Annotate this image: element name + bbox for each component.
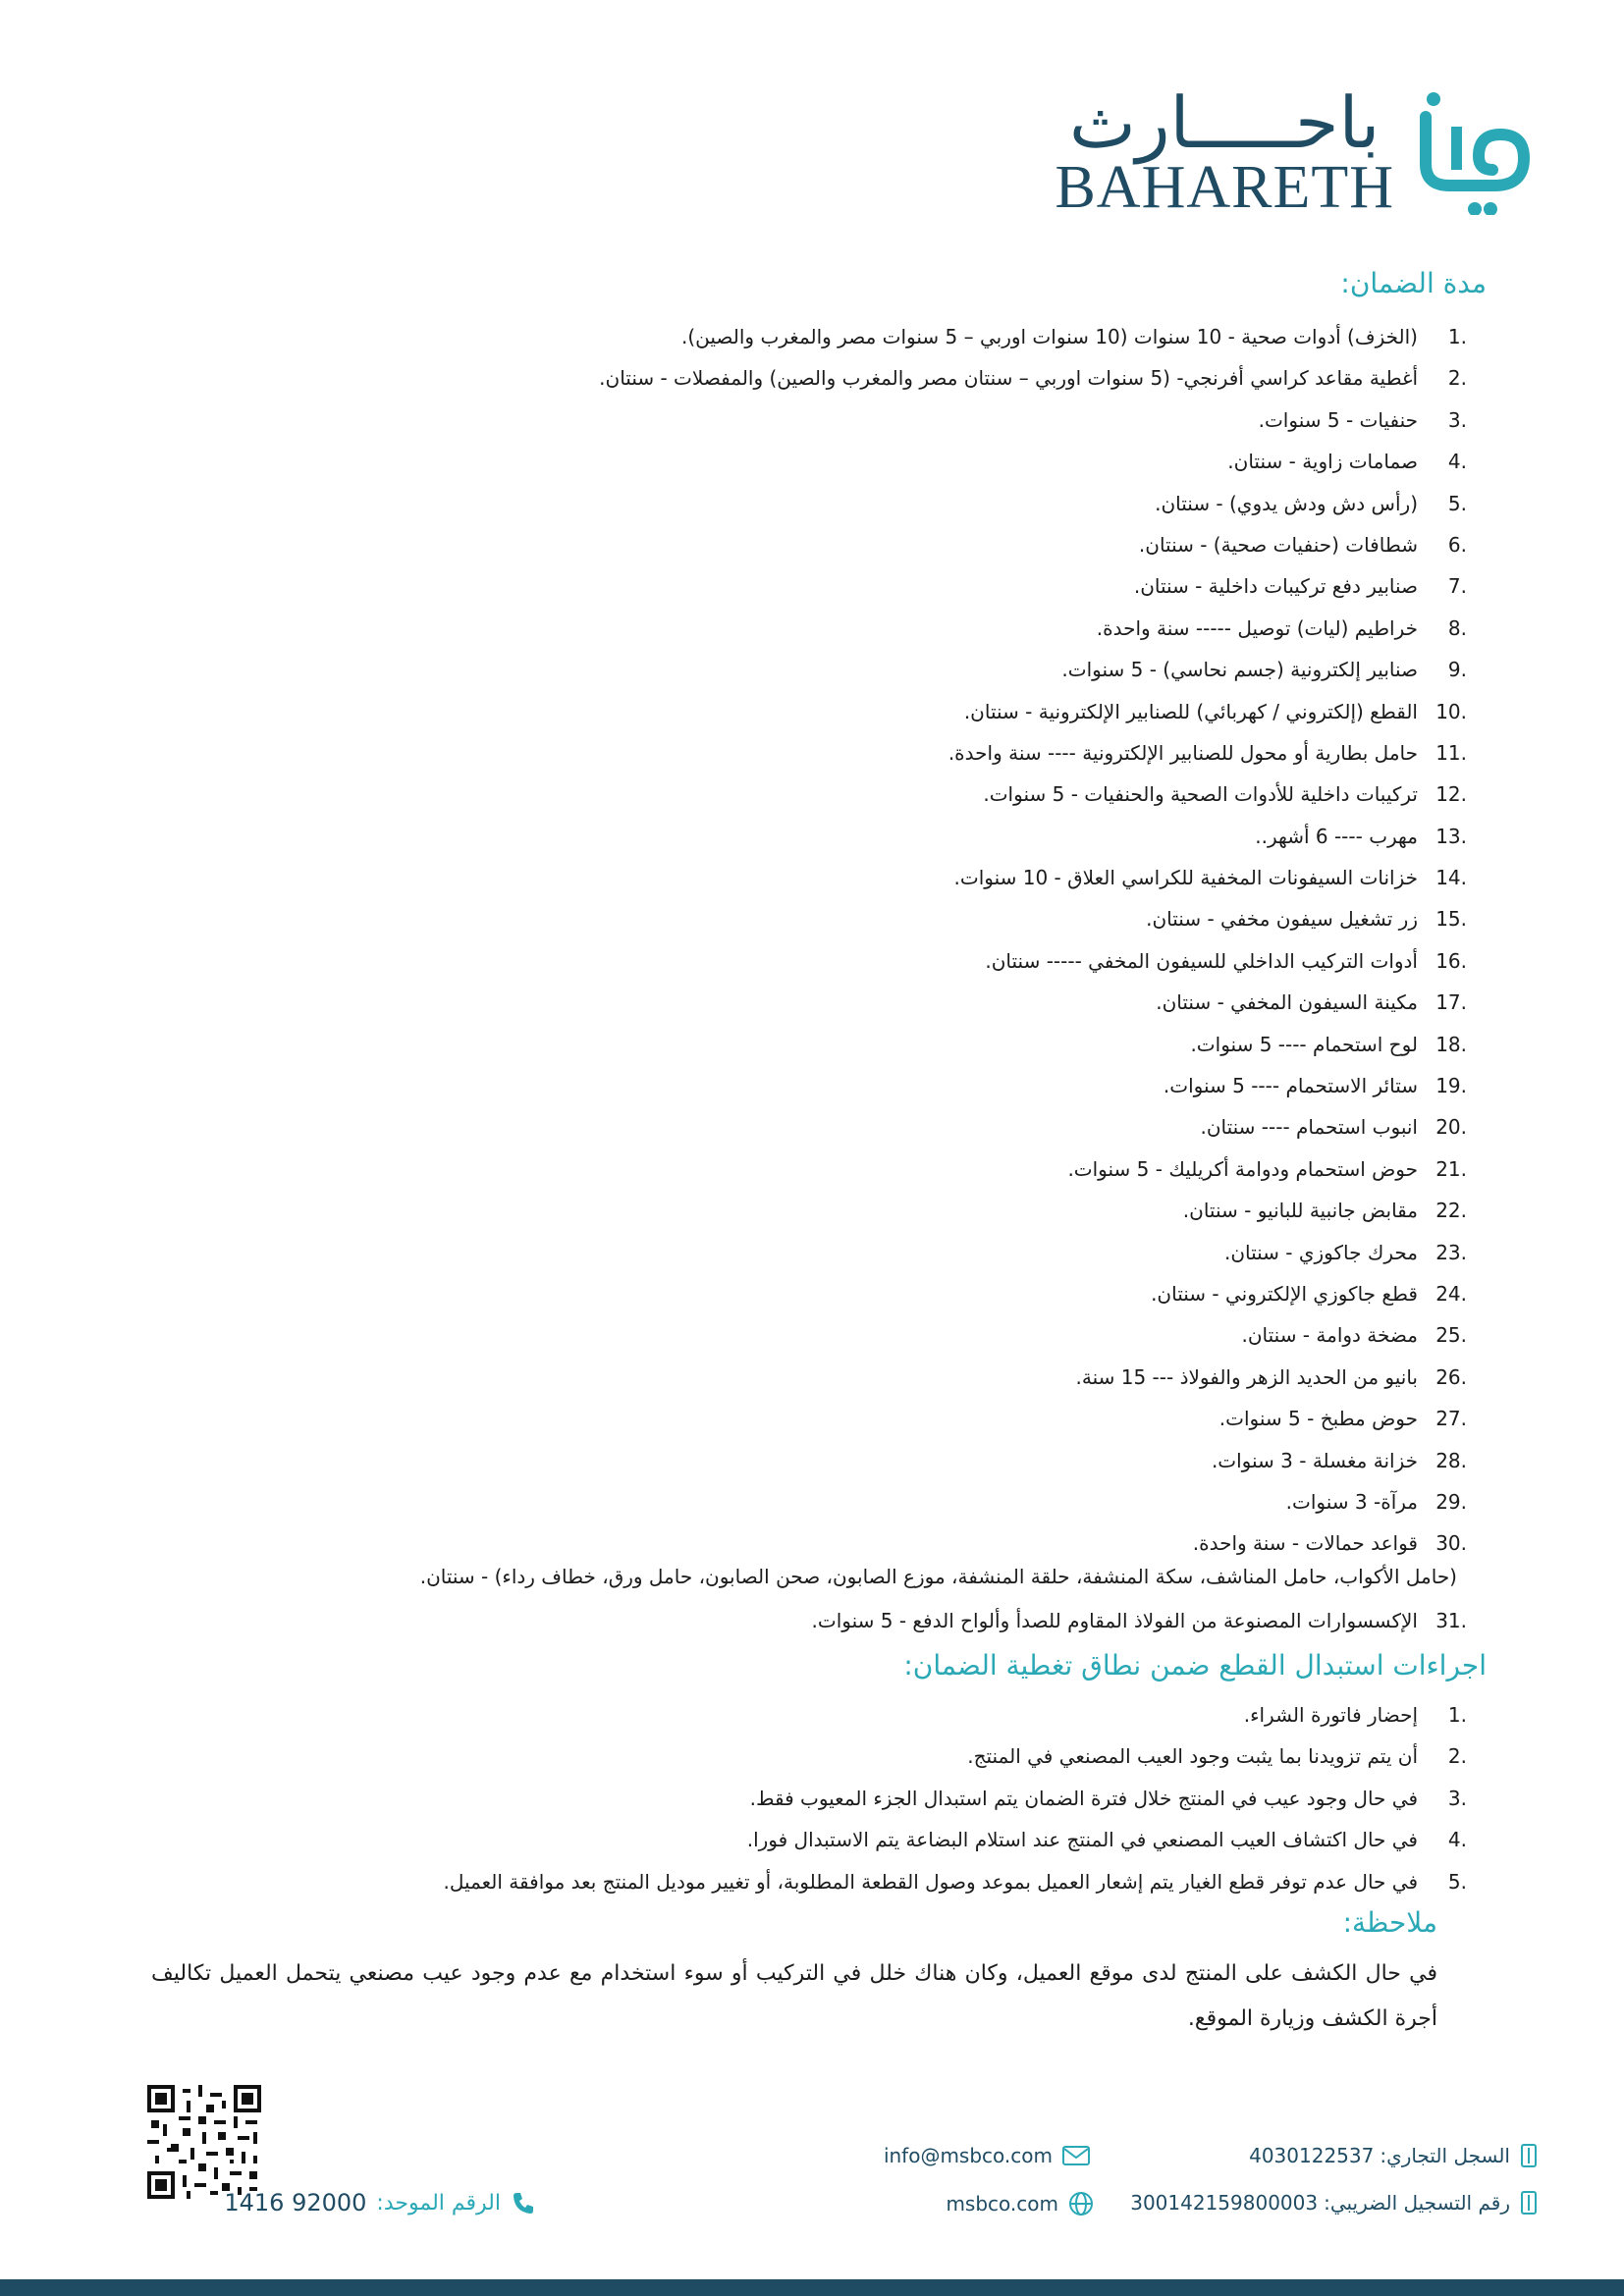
item-number: .4 — [1447, 1828, 1467, 1852]
procedures-title: اجراءات استبدال القطع ضمن نطاق تغطية الضمان: — [903, 1649, 1487, 1682]
list-item — [599, 400, 1467, 441]
list-item — [599, 1440, 1467, 1481]
item-number: .25 — [1435, 1323, 1467, 1348]
list-item — [599, 1106, 1467, 1148]
item-number: .2 — [1447, 1744, 1467, 1769]
document-icon — [1520, 2191, 1538, 2215]
item-number: .9 — [1447, 658, 1467, 682]
logo-mark-icon — [1418, 87, 1536, 215]
item-text: خزانات السيفونات المخفية للكراسي العلاق - 10 سنوات. — [953, 866, 1418, 890]
item-text: الإكسسوارات المصنوعة من الفولاذ المقاوم للصدأ وألواح الدفع - 5 سنوات. — [811, 1609, 1418, 1632]
item-number: .8 — [1447, 615, 1467, 640]
item-text: صنابير دفع تركيبات داخلية - سنتان. — [1133, 574, 1418, 599]
item-number: .3 — [1447, 1786, 1467, 1810]
bottom-bar — [0, 2279, 1624, 2296]
list-item — [599, 483, 1467, 524]
item-text: حامل بطارية أو محول للصنابير الإلكترونية ---- سنة واحدة. — [947, 740, 1418, 765]
logo-arabic-name: باحـــــارث — [1068, 81, 1380, 164]
item-number: .26 — [1435, 1364, 1467, 1389]
list-item — [599, 565, 1467, 607]
item-number: .13 — [1435, 824, 1467, 848]
list-item — [599, 940, 1467, 982]
item-number: .19 — [1435, 1074, 1467, 1098]
item-text: (الخزف) أدوات صحية - 10 سنوات (10 سنوات اوربي – 5 سنوات مصر والمغرب والصين). — [681, 325, 1418, 348]
item-number: .12 — [1435, 782, 1467, 807]
item-text: حنفيات - 5 سنوات. — [1258, 407, 1418, 432]
item-text: خراطيم (ليات) توصيل ----- سنة واحدة. — [1096, 615, 1418, 640]
list-item — [599, 1314, 1467, 1356]
list-item — [599, 816, 1467, 857]
item-number: .2 — [1447, 366, 1467, 391]
commercial-register — [1249, 2144, 1538, 2167]
item-text: في حال عدم توفر قطع الغيار يتم إشعار العميل بموعد وصول القطعة المطلوبة، أو تغيير موديل المنتج بعد موافقة العميل. — [443, 1869, 1418, 1894]
item-text: حوض مطبخ - 5 سنوات. — [1218, 1407, 1418, 1431]
list-item — [599, 1065, 1467, 1106]
item-number: .28 — [1435, 1448, 1467, 1472]
cr-value: 4030122537 — [1249, 2144, 1375, 2167]
item-text: أدوات التركيب الداخلي للسيفون المخفي ----- سنتان. — [985, 948, 1418, 973]
item-text: قطع جاكوزي الإلكتروني - سنتان. — [1151, 1281, 1418, 1306]
phone-icon — [511, 2190, 536, 2216]
item-text: أغطية مقاعد كراسي أفرنجي- (5 سنوات اوربي – سنتان مصر والمغرب والصين) والمفصلات - سنتان. — [599, 366, 1418, 391]
warranty-list — [599, 316, 1467, 1565]
item-text: في حال وجود عيب في المنتج خلال فترة الضمان يتم استبدال الجزء المعيوب فقط. — [749, 1786, 1418, 1810]
item-number: .29 — [1435, 1489, 1467, 1514]
logo-english-name: BAHARETH — [1055, 154, 1394, 221]
unified-number[interactable] — [224, 2189, 536, 2216]
list-item — [599, 441, 1467, 482]
unified-value[interactable]: 92000 1416 — [224, 2189, 367, 2216]
cr-label: السجل التجاري: — [1380, 2144, 1510, 2167]
item-text: بانيو من الحديد الزهر والفولاذ --- 15 سنة. — [1075, 1364, 1418, 1389]
list-item — [599, 1273, 1467, 1314]
item30-sub-note: (حامل الأكواب، حامل المناشف، سكة المنشفة، حلقة المنشفة، موزع الصابون، صحن الصابون، حامل ورق، خطاف رداء) - سنتان. — [419, 1565, 1457, 1588]
list-item — [599, 732, 1467, 774]
envelope-icon — [1062, 2145, 1090, 2166]
item-number: .14 — [1435, 866, 1467, 890]
item-text: مهرب ---- 6 أشهر.. — [1255, 824, 1418, 848]
item-number: .15 — [1435, 907, 1467, 932]
list-item — [599, 1148, 1467, 1190]
item-text: قواعد حمالات - سنة واحدة. — [1192, 1531, 1418, 1556]
item-number: .17 — [1435, 990, 1467, 1015]
warranty-item31-list — [812, 1600, 1467, 1641]
unified-label: الرقم الموحد: — [376, 2190, 501, 2216]
list-item — [599, 357, 1467, 399]
list-item — [599, 1481, 1467, 1522]
item-number: .1 — [1447, 325, 1467, 348]
item-text: مكينة السيفون المخفي - سنتان. — [1156, 990, 1418, 1015]
item-text: صمامات زاوية - سنتان. — [1227, 450, 1418, 474]
item-number: .20 — [1435, 1115, 1467, 1140]
vat-label: رقم التسجيل الضريبي: — [1324, 2191, 1510, 2215]
item-number: .21 — [1435, 1156, 1467, 1181]
item-number: .5 — [1447, 1869, 1467, 1894]
email-contact[interactable] — [884, 2144, 1090, 2167]
item-text: تركيبات داخلية للأدوات الصحية والحنفيات - 5 سنوات. — [983, 782, 1418, 807]
item-number: .3 — [1447, 407, 1467, 432]
item-text: ستائر الاستحمام ---- 5 سنوات. — [1163, 1074, 1418, 1098]
list-item — [599, 1398, 1467, 1439]
list-item — [599, 1522, 1467, 1564]
item-text: مقابض جانبية للبانيو - سنتان. — [1182, 1199, 1418, 1223]
list-item — [599, 316, 1467, 357]
item-text: حوض استحمام ودوامة أكريليك - 5 سنوات. — [1067, 1156, 1418, 1181]
procedures-list — [444, 1694, 1467, 1902]
item-text: لوح استحمام ---- 5 سنوات. — [1190, 1032, 1418, 1056]
item-number: .6 — [1447, 532, 1467, 557]
list-item — [444, 1694, 1467, 1735]
item-text: القطع (إلكتروني / كهربائي) للصنابير الإلكترونية - سنتان. — [963, 699, 1418, 723]
note-title: ملاحظة: — [1342, 1906, 1437, 1939]
list-item — [599, 898, 1467, 939]
list-item — [444, 1819, 1467, 1860]
item-text: صنابير إلكترونية (جسم نحاسي) - 5 سنوات. — [1061, 658, 1418, 682]
item-text: خزانة مغسلة - 3 سنوات. — [1211, 1448, 1418, 1472]
warranty-title: مدة الضمان: — [1340, 267, 1487, 299]
item-number: .31 — [1435, 1609, 1467, 1632]
item-number: .27 — [1435, 1407, 1467, 1431]
list-item — [599, 691, 1467, 732]
item-number: .1 — [1447, 1703, 1467, 1727]
globe-icon — [1068, 2191, 1094, 2216]
item-text: (رأس دش ودش يدوي) - سنتان. — [1155, 491, 1418, 515]
qr-code-icon — [147, 2085, 261, 2199]
list-item — [599, 774, 1467, 815]
item-text: زر تشغيل سيفون مخفي - سنتان. — [1146, 907, 1418, 932]
item-text: شطافات (حنفيات صحية) - سنتان. — [1138, 532, 1418, 557]
vat-register — [1130, 2191, 1538, 2215]
item-number: .18 — [1435, 1032, 1467, 1056]
item-number: .4 — [1447, 450, 1467, 474]
list-item — [599, 608, 1467, 649]
list-item — [812, 1600, 1467, 1641]
item-text: في حال اكتشاف العيب المصنعي في المنتج عند استلام البضاعة يتم الاستبدال فورا. — [746, 1828, 1418, 1852]
item-number: .22 — [1435, 1199, 1467, 1223]
item-text: إحضار فاتورة الشراء. — [1243, 1703, 1418, 1727]
item-number: .23 — [1435, 1240, 1467, 1264]
item-number: .16 — [1435, 948, 1467, 973]
item-number: .5 — [1447, 491, 1467, 515]
company-logo — [1055, 81, 1536, 221]
note-text: في حال الكشف على المنتج لدى موقع العميل، وكان هناك خلل في التركيب أو سوء استخدام مع عدم وجود عيب مصنعي يتحمل العميل تكاليف أجرة الكشف وزيارة الموقع. — [151, 1961, 1437, 2031]
list-item — [599, 1357, 1467, 1398]
item-number: .24 — [1435, 1281, 1467, 1306]
list-item — [599, 1024, 1467, 1065]
item-text: مضخة دوامة - سنتان. — [1241, 1323, 1418, 1348]
item-number: .7 — [1447, 574, 1467, 599]
email-value[interactable]: info@msbco.com — [883, 2144, 1053, 2167]
list-item — [444, 1778, 1467, 1819]
list-item — [599, 524, 1467, 565]
list-item — [599, 649, 1467, 690]
item-number: .30 — [1435, 1531, 1467, 1556]
list-item — [599, 857, 1467, 898]
website-contact[interactable] — [946, 2191, 1094, 2216]
list-item — [444, 1861, 1467, 1902]
list-item — [444, 1735, 1467, 1777]
item-text: أن يتم تزويدنا بما يثبت وجود العيب المصنعي في المنتج. — [967, 1744, 1418, 1769]
vat-value: 300142159800003 — [1130, 2191, 1319, 2215]
logo-wordmark — [1055, 81, 1394, 221]
list-item — [599, 1232, 1467, 1273]
item-text: انبوب استحمام ---- سنتان. — [1200, 1115, 1418, 1140]
item-text: محرك جاكوزي - سنتان. — [1223, 1240, 1418, 1264]
website-value[interactable]: msbco.com — [946, 2192, 1058, 2216]
list-item — [599, 1190, 1467, 1231]
item-number: .10 — [1435, 699, 1467, 723]
document-icon — [1520, 2144, 1538, 2167]
item-text: مرآة- 3 سنوات. — [1285, 1489, 1418, 1514]
item-number: .11 — [1435, 740, 1467, 765]
list-item — [599, 982, 1467, 1023]
